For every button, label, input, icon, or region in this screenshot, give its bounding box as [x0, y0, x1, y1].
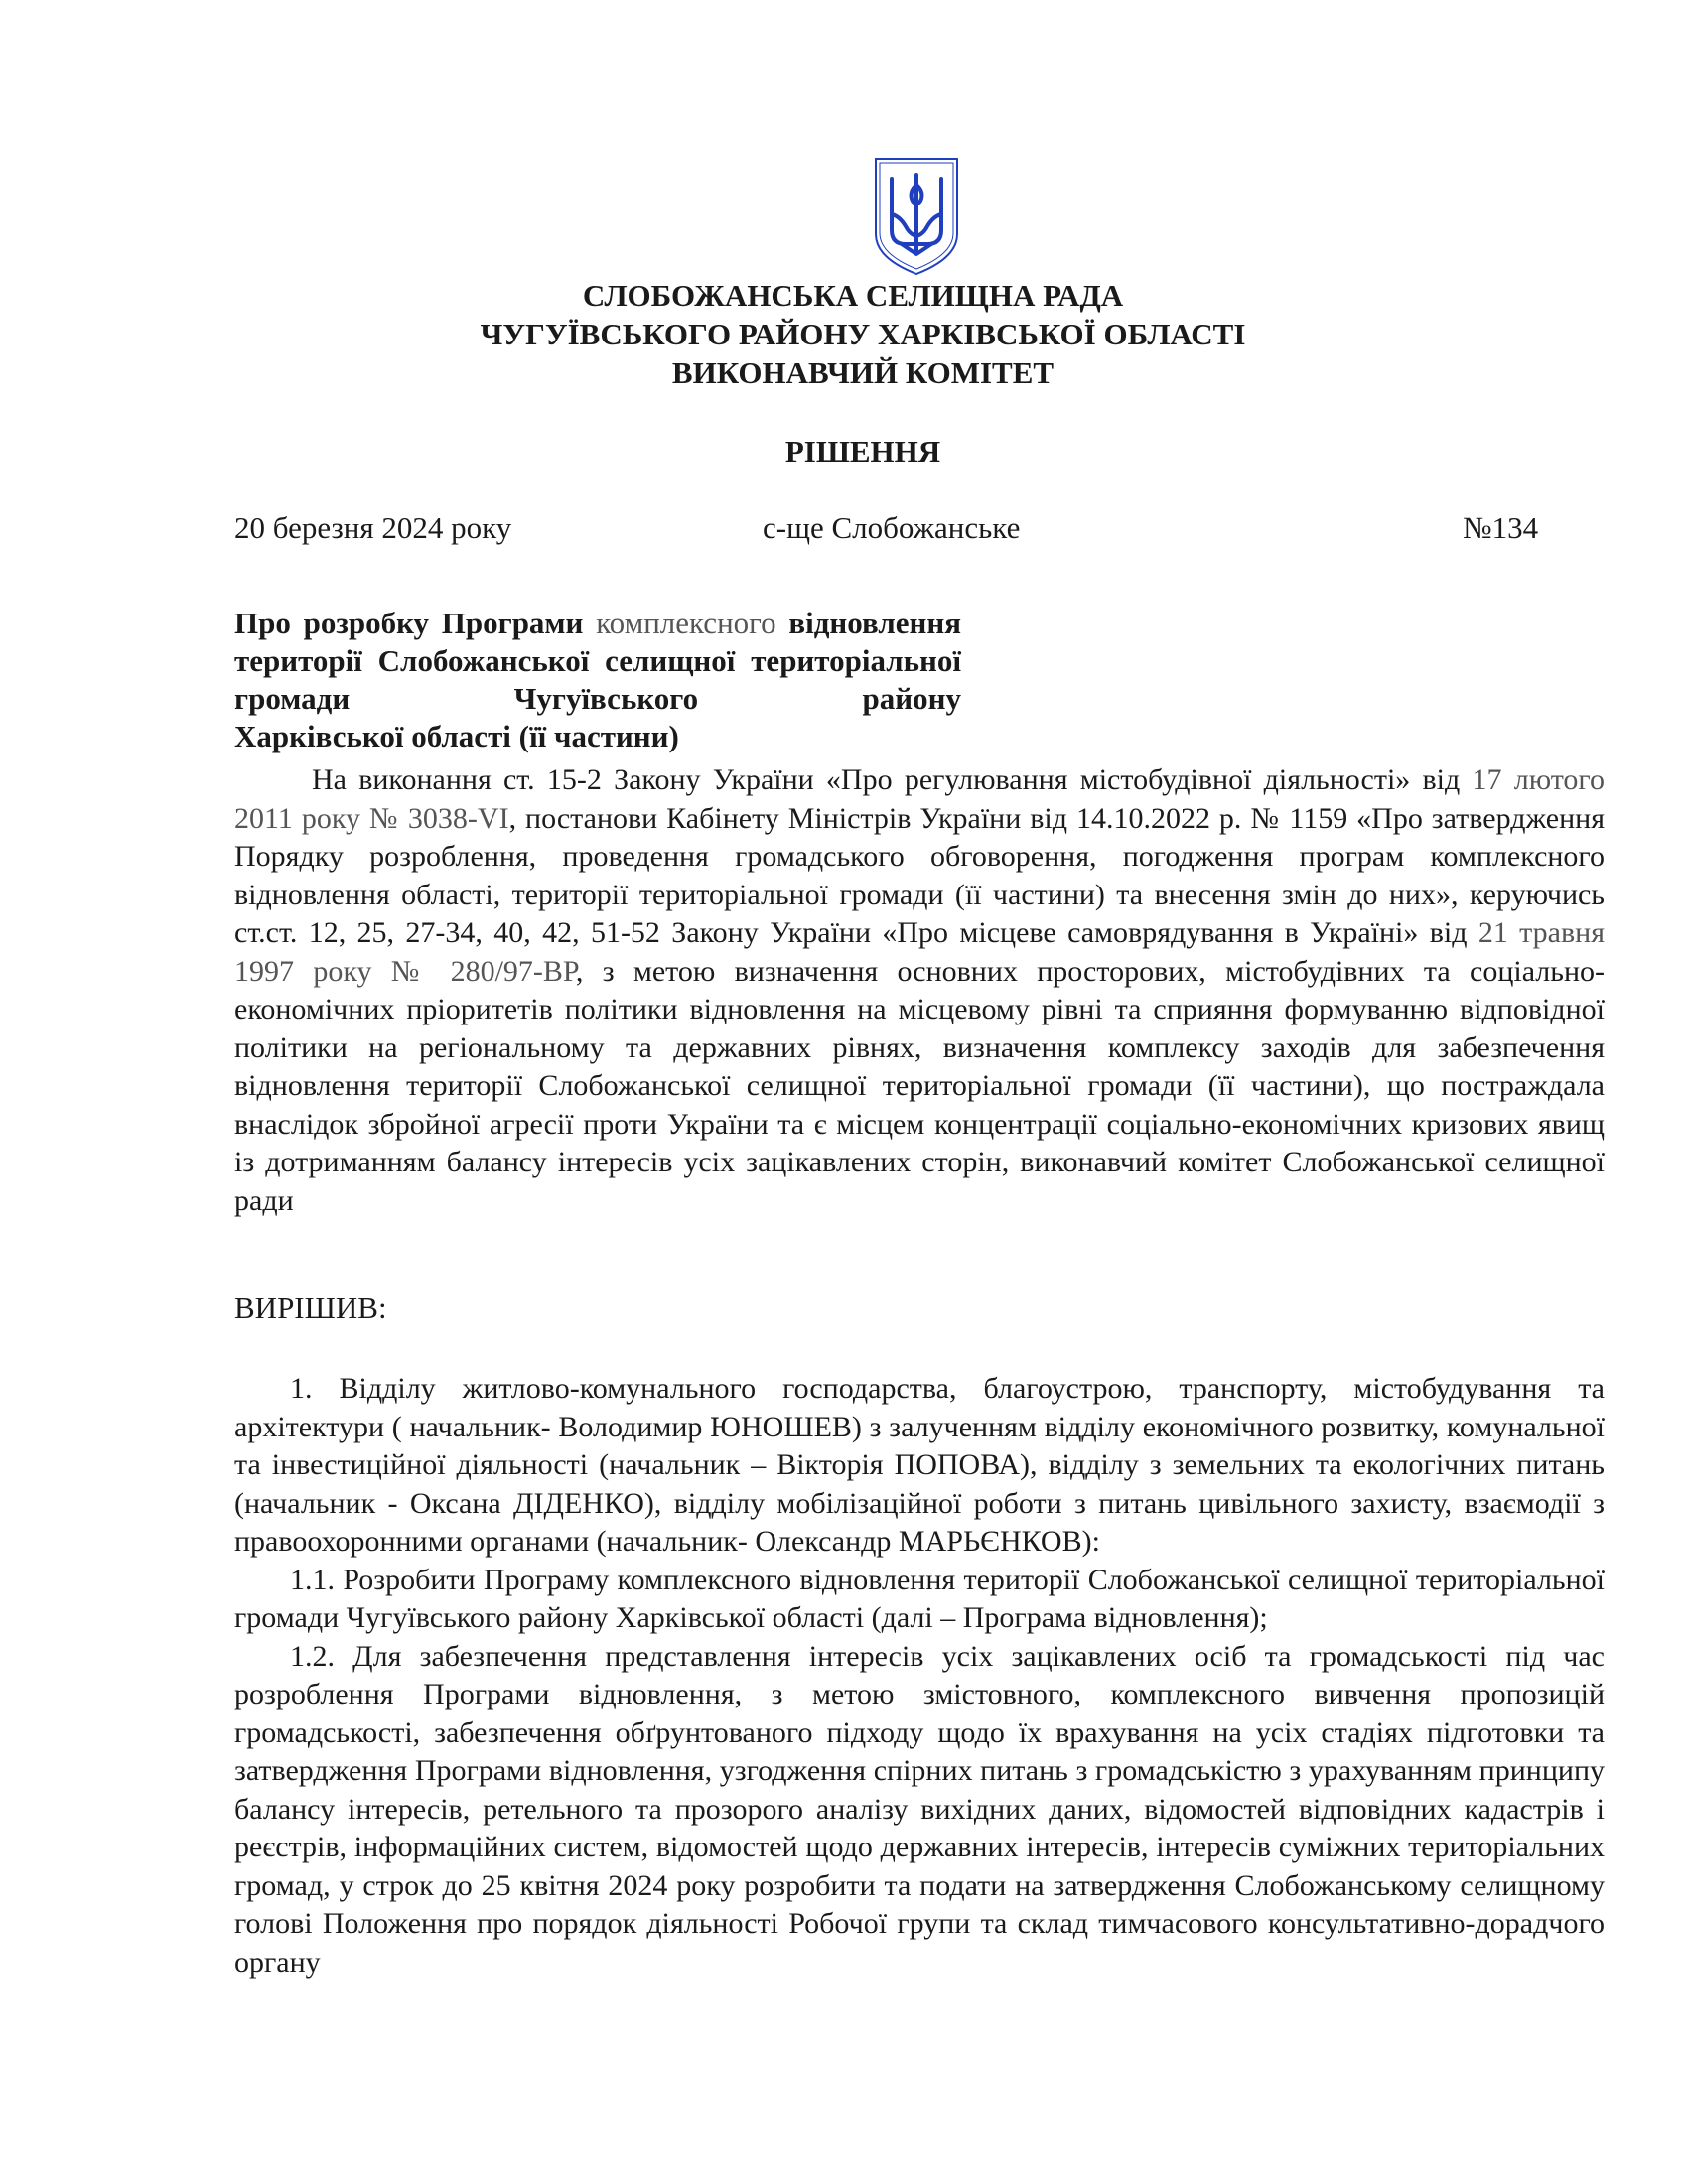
decision-place: с-ще Слобожанське	[763, 510, 1021, 545]
law-reference: 17 лютого 2011 року № 3038-VI	[234, 763, 1605, 835]
preamble-text: , постанови Кабінету Міністрів України від 14.10.2022 р. № 1159 «Про затвердження Порядку розроблення, проведення громадського обговорення, погодження програм комплексного відновлення області, території територіальної громади (її частини) та внесення змін до них», керуючись ст.ст. 12, 25, 27-34, 40, 42, 51-52 Закону України «Про місцеве самоврядування в Україні» від	[234, 801, 1606, 949]
subject-part: відновлення території Слобожанської селищної територіальної громади Чугуївського району	[234, 606, 961, 716]
district-name: ЧУГУЇВСЬКОГО РАЙОНУ ХАРКІВСЬКОЇ ОБЛАСТІ	[480, 317, 1246, 351]
document-type: РІШЕННЯ	[784, 434, 941, 469]
preamble	[234, 761, 1605, 1220]
decision-items	[234, 1370, 1605, 1981]
preamble-text: На виконання ст. 15-2 Закону України «Про регулювання містобудівної діяльності» від	[312, 763, 1473, 796]
subject-part: Харківської області (її частини)	[234, 719, 679, 753]
council-name: СЛОБОЖАНСЬКА СЕЛИЩНА РАДА	[582, 278, 1124, 313]
item-1-2: 1.2. Для забезпечення представлення інтересів усіх зацікавлених осіб та громадськості під час розроблення Програми відновлення, з метою змістовного, комплексного вивчення пропозицій громадськості, забезпечення обґрунтованого підходу щодо їх врахування на усіх стадіях підготовки та затвердження Програми відновлення, узгодження спірних питань з громадськістю з урахуванням принципу балансу інтересів, ретельного та прозорого аналізу вихідних даних, відомостей відповідних кадастрів і реєстрів, інформаційних систем, відомостей щодо державних інтересів, інтересів суміжних територіальних громад, у строк до 25 квітня 2024 року розробити та подати на затвердження Слобожанському селищному голові Положення про порядок діяльності Робочої групи та склад тимчасового консультативно-дорадчого органу	[234, 1639, 1605, 1979]
decision-subject	[234, 605, 961, 755]
subject-part: Про розробку Програми	[234, 606, 597, 640]
law-reference: 21 травня 1997 року № 280/97-ВР	[234, 916, 1605, 988]
resolved-heading: ВИРІШИВ:	[234, 1291, 387, 1325]
subject-part: комплексного	[596, 606, 776, 640]
coat-of-arms-icon	[872, 155, 961, 278]
preamble-text: , з метою визначення основних просторових, містобудівних та соціально-економічних пріоритетів політики відновлення на місцевому рівні та сприяння формуванню відповідної політики на регіональному та державних рівнях, визначення комплексу заходів для забезпечення відновлення території Слобожанської селищної територіальної громади (її частини), що постраждала внаслідок збройної агресії проти України та є місцем концентрації соціально-економічних кризових явищ із дотриманням балансу інтересів усіх зацікавлених сторін, виконавчий комітет Слобожанської селищної ради	[234, 954, 1606, 1217]
decision-number: №134	[1463, 510, 1539, 545]
committee-name: ВИКОНАВЧИЙ КОМІТЕТ	[671, 355, 1055, 390]
header	[0, 276, 1688, 392]
decision-date: 20 березня 2024 року	[234, 510, 512, 545]
item-1: 1. Відділу житлово-комунального господарства, благоустрою, транспорту, містобудування та архітектури ( начальник- Володимир ЮНОШЕВ) з залученням відділу економічного розвитку, комунальної та інвестиційної діяльності (начальник – Вікторія ПОПОВА), відділу з земельних та екологічних питань (начальник - Оксана ДІДЕНКО), відділу мобілізаційної роботи з питань цивільного захисту, взаємодії з правоохоронними органами (начальник- Олександр МАРЬЄНКОВ):	[234, 1372, 1605, 1558]
item-1-1: 1.1. Розробити Програму комплексного відновлення території Слобожанської селищної територіальної громади Чугуївського району Харківської області (далі – Програма відновлення);	[234, 1563, 1605, 1634]
